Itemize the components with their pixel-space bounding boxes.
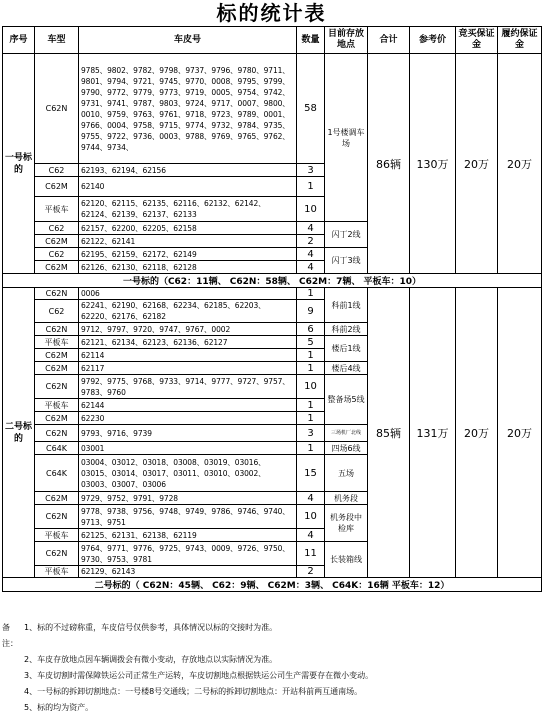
vehicle-type: C62M [35,492,79,505]
plate-list: 9729、9752、9791、9728 [79,492,297,505]
note-item [2,684,541,700]
row-count: 6 [297,323,325,336]
notes-label: 备注： [2,623,18,648]
row-count: 3 [297,164,325,177]
row-count: 4 [297,261,325,274]
page-title: 标的统计表 [216,1,327,25]
header-price: 参考价 [410,27,456,54]
location: 闪丁2线 [325,222,368,248]
table-row [3,288,542,300]
header-bid-deposit: 竞买保证金 [456,27,498,54]
plate-list: 62193、62194、62156 [79,164,297,177]
row-count: 4 [297,222,325,235]
plate-list: 9785、9802、9782、9798、9737、9796、9780、9711、9801、9794、9721、9745、9770、0008、9795、9799、9790、9772、9779、9773、9719、0005、9754、9742、9731、9741、9787、9803、9724、9717、0007、9800、0010、9759、9763、9761、9718、9723、9789、0001、9766、0004、9758、9715、9774、9732、9784、9735、9755、9722、9736、0003、9788、9769、9765、9762、9744、9734、 [79,54,297,164]
notes-section [2,620,541,716]
vehicle-type: C62N [35,375,79,399]
header-type: 车型 [35,27,79,54]
location: 四场6线 [325,442,368,455]
plate-list: 62241、62190、62168、62234、62185、62203、62220、62176、62182 [79,300,297,323]
plate-list: 03004、03012、03018、03008、03019、03016、03015、03014、03017、03011、03010、03002、03003、03007、03006 [79,455,297,492]
lot2-seq: 二号标的 [3,288,35,578]
location: 科前2线 [325,323,368,336]
plate-list: 62125、62131、62138、62119 [79,529,297,542]
plate-list: 62121、62134、62123、62136、62127 [79,336,297,349]
plate-list: 9712、9797、9720、9747、9767、0002 [79,323,297,336]
plate-list: 62230 [79,412,297,425]
vehicle-type: 平板车 [35,197,79,222]
lot2-perf-deposit: 20万 [498,288,542,578]
row-count: 15 [297,455,325,492]
location: 五场 [325,455,368,492]
vehicle-type: 平板车 [35,399,79,412]
lot1-perf-deposit: 20万 [498,54,542,274]
lot2-price: 131万 [410,288,456,578]
plate-list: 62140 [79,177,297,197]
note-text: 1、标的不过磅称重，车皮信号仅供参考，具体情况以标的交接时为准。 [24,623,278,632]
plate-list: 62122、62141 [79,235,297,248]
row-count: 1 [297,442,325,455]
vehicle-type: 平板车 [35,566,79,578]
row-count: 1 [297,362,325,375]
plate-list: 9793、9716、9739 [79,425,297,442]
location: 闪丁3线 [325,248,368,274]
vehicle-type: C62M [35,362,79,375]
vehicle-type: C62N [35,54,79,164]
row-count: 11 [297,542,325,566]
vehicle-type: C62N [35,323,79,336]
row-count: 58 [297,54,325,164]
vehicle-type: C62 [35,164,79,177]
row-count: 1 [297,288,325,300]
note-item [2,652,541,668]
header-row [3,27,542,54]
row-count: 4 [297,248,325,261]
note-text: 2、车皮存放地点因车辆调拨会有微小变动，存放地点以实际情况为准。 [24,655,278,664]
lot2-summary-row [3,578,542,592]
note-text: 5、标的均为资产。 [24,703,94,712]
plate-list: 62120、62115、62135、62116、62132、62142、62124、62139、62137、62133 [79,197,297,222]
vehicle-type: C62N [35,425,79,442]
vehicle-type: 平板车 [35,529,79,542]
vehicle-type: C62M [35,261,79,274]
lot2-bid-deposit: 20万 [456,288,498,578]
plate-list: 62144 [79,399,297,412]
vehicle-type: C62 [35,300,79,323]
header-total: 合计 [368,27,410,54]
plate-list: 62129、62143 [79,566,297,578]
plate-list: 9778、9738、9756、9748、9749、9786、9746、9740、9713、9751 [79,505,297,529]
location: 楼后4线 [325,362,368,375]
note-text: 4、一号标的拆卸切割地点：一号楼8号交通线；二号标的拆卸切割地点：开站科前两互通南场。 [24,687,363,696]
location: 整备场5线 [325,375,368,425]
lot2-total: 85辆 [368,288,410,578]
lot1-total: 86辆 [368,54,410,274]
plate-list: 62195、62159、62172、62149 [79,248,297,261]
note-text: 3、车皮切割时需保障铁运公司正常生产运转，车皮切割地点根据铁运公司生产需要存在微小变动。 [24,671,374,680]
vehicle-type: C62M [35,235,79,248]
lot1-bid-deposit: 20万 [456,54,498,274]
row-count: 1 [297,177,325,197]
location: 机务段中检库 [325,505,368,542]
plate-list: 9764、9771、9776、9725、9743、0009、9726、9750、9730、9753、9781 [79,542,297,566]
location: 科前1线 [325,288,368,323]
plate-list: 9792、9775、9768、9733、9714、9777、9727、9757、9783、9760 [79,375,297,399]
row-count: 5 [297,336,325,349]
row-count: 4 [297,492,325,505]
row-count: 2 [297,566,325,578]
vehicle-type: C62N [35,288,79,300]
header-seq: 序号 [3,27,35,54]
lot1-price: 130万 [410,54,456,274]
plate-list: 03001 [79,442,297,455]
vehicle-type: C62M [35,412,79,425]
vehicle-type: C62 [35,222,79,235]
header-perf-deposit: 履约保证金 [498,27,542,54]
lot1-seq: 一号标的 [3,54,35,274]
row-count: 4 [297,529,325,542]
row-count: 1 [297,399,325,412]
location: 长装箱线 [325,542,368,578]
header-count: 数量 [297,27,325,54]
header-plates: 车皮号 [79,27,297,54]
plate-list: 62114 [79,349,297,362]
vehicle-type: C62N [35,505,79,529]
header-location: 目前存放地点 [325,27,368,54]
row-count: 9 [297,300,325,323]
row-count: 1 [297,349,325,362]
lot2-summary: 二号标的（ C62N：45辆、 C62：9辆、 C62M：3辆、 C64K：16辆 平板车：12） [3,578,542,592]
lot1-summary: 一号标的（C62：11辆、 C62N：58辆、 C62M：7辆、 平板车：10） [3,274,542,288]
vehicle-type: C62M [35,177,79,197]
row-count: 10 [297,505,325,529]
plate-list: 62126、62130、62118、62128 [79,261,297,274]
vehicle-type: C64K [35,455,79,492]
location: 三场机厂北线 [325,425,368,442]
location: 机务段 [325,492,368,505]
plate-list: 0006 [79,288,297,300]
table-row [3,54,542,164]
row-count: 10 [297,197,325,222]
vehicle-type: C62M [35,349,79,362]
lot1-summary-row [3,274,542,288]
row-count: 2 [297,235,325,248]
vehicle-type: C62 [35,248,79,261]
row-count: 10 [297,375,325,399]
row-count: 1 [297,412,325,425]
location: 1号楼调车场 [325,54,368,222]
plate-list: 62157、62200、62205、62158 [79,222,297,235]
note-item [2,620,541,652]
row-count: 3 [297,425,325,442]
vehicle-type: C62N [35,542,79,566]
vehicle-type: C64K [35,442,79,455]
note-item [2,668,541,684]
plate-list: 62117 [79,362,297,375]
vehicle-type: 平板车 [35,336,79,349]
location: 楼后1线 [325,336,368,362]
statistics-table [2,26,542,592]
